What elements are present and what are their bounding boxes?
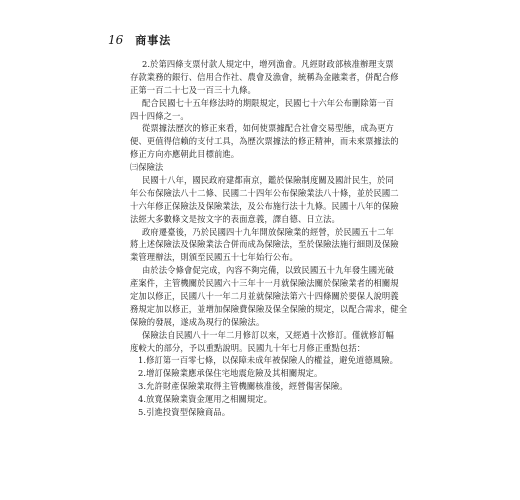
paragraph [130, 58, 414, 97]
text-line: 務規定加以修正，並增加保險費保險及保全保險的規定，以配合需求，健全 [130, 303, 408, 314]
paragraph [130, 329, 414, 355]
paragraph [130, 97, 414, 123]
paragraph [130, 226, 414, 265]
text-line: 正第一百二十七及一百三十九條。 [130, 84, 256, 95]
paragraph [130, 122, 414, 161]
text-line: 業管理辦法，則頒至民國五十七年始行公布。 [130, 252, 298, 263]
page-header [108, 32, 408, 50]
paragraph [130, 264, 414, 328]
text-line: 法經大多數條文是按文字的表面意義，譯自德、日立法。 [130, 213, 340, 224]
text-line: 民國十八年，國民政府建都南京，鑑於保險制度關及國計民生，於同 [142, 175, 394, 186]
text-line: ㈢保險法 [130, 162, 164, 173]
text-line: 由於法令條會促完成，內容不夠完備，以致民國五十九年發生國光破 [142, 265, 394, 276]
text-line: 四十四條之一。 [130, 110, 189, 121]
list-item: 2.增訂保險業應承保住宅地震危險及其相關規定。 [138, 368, 323, 379]
list-item: 3.允許財產保險業取得主管機關核准後，經營傷害保險。 [138, 381, 348, 392]
text-line: 政府遷臺後，乃於民國四十九年開放保險業的經營，於民國五十二年 [142, 226, 394, 237]
text-line: 將上述保險法及保險業法合併而成為保險法，至於保險法施行細則及保險 [130, 239, 399, 250]
list-item: 1.修訂第一百零七條，以保障未成年被保險人的權益，避免道德風險。 [138, 355, 399, 366]
running-title: 商事法 [135, 34, 172, 47]
text-line: 年公布保險法八十二條、民國二十四年公布保險業法八十條，並於民國二 [130, 187, 399, 198]
list-item: 4.放寬保險業資金運用之相關規定。 [138, 394, 273, 405]
text-line: 配合民國七十五年修法時的期限規定，民國七十六年公布刪除第一百 [142, 97, 394, 108]
amendment-list [130, 354, 414, 418]
text-line: 保險的發展，遂成為現行的保險法。 [130, 316, 265, 327]
text-line: 保險法自民國八十一年二月修訂以來，又經過十次修訂。僅就修訂幅 [142, 329, 394, 340]
paragraph [130, 174, 414, 226]
text-line: 產案件，主管機關於民國六十三年十一月就保險法關於保險業者的相關規 [130, 278, 399, 289]
list-item: 5.引進投資型保險商品。 [138, 407, 231, 418]
text-line: 存款業務的銀行、信用合作社、農會及漁會，統稱為金融業者，併配合修 [130, 71, 399, 82]
section-heading [130, 161, 414, 174]
text-line: 修正方向亦應朝此目標前進。 [130, 149, 240, 160]
body-text [130, 58, 414, 419]
text-line: 定加以修正，民國八十一年二月並就保險法第六十四條關於要保人說明義 [130, 291, 399, 302]
text-line: 度較大的部分，予以重點說明。民國九十年七月修正重點包括： [130, 342, 366, 353]
text-line: 從票據法歷次的修正來看，如何使票據配合社會交易型態，成為更方 [142, 123, 394, 134]
text-line: 十六年修正保險法及保險業法，及公布施行法十九條。民國十八年的保險 [130, 200, 399, 211]
text-line: 便、更值得信賴的支付工具，為歷次票據法的修正精神，而未來票據法的 [130, 136, 399, 147]
page-number: 16 [108, 33, 124, 47]
text-line: 2.於第四條支票付款人規定中，增列漁會。凡經財政部核准辦理支票 [142, 59, 394, 69]
